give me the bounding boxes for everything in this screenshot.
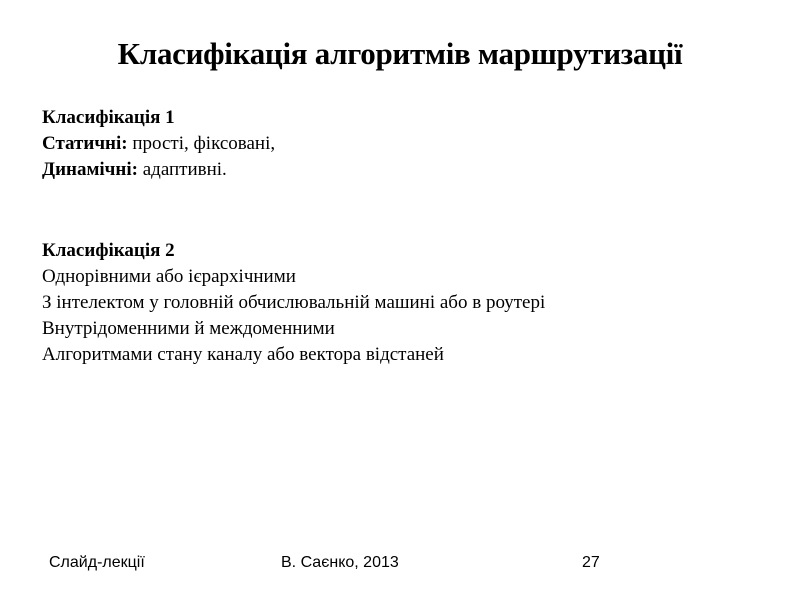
static-text: прості, фіксовані, [127,133,276,154]
classification-1-block [42,105,275,183]
classification-2-heading: Класифікація 2 [42,240,175,261]
footer-author: В. Саєнко, 2013 [281,554,399,571]
static-line [42,131,275,157]
classification-2-item: З інтелектом у головній обчислювальній машині або в роутері [42,292,546,313]
classification-2-item: Внутрідоменними й междоменними [42,318,335,339]
dynamic-label: Динамічні: [42,159,138,180]
footer-page-number: 27 [582,554,600,571]
dynamic-line [42,157,275,183]
footer-course: Слайд-лекції [49,554,145,571]
classification-2-item: Алгоритмами стану каналу або вектора відстаней [42,344,444,365]
classification-1-heading: Класифікація 1 [42,107,175,128]
classification-2-block [42,238,545,368]
slide-title: Класифікація алгоритмів маршрутизації [117,36,683,71]
static-label: Статичні: [42,133,128,154]
classification-2-item: Однорівними або ієрархічними [42,266,296,287]
dynamic-text: адаптивні. [137,159,227,180]
